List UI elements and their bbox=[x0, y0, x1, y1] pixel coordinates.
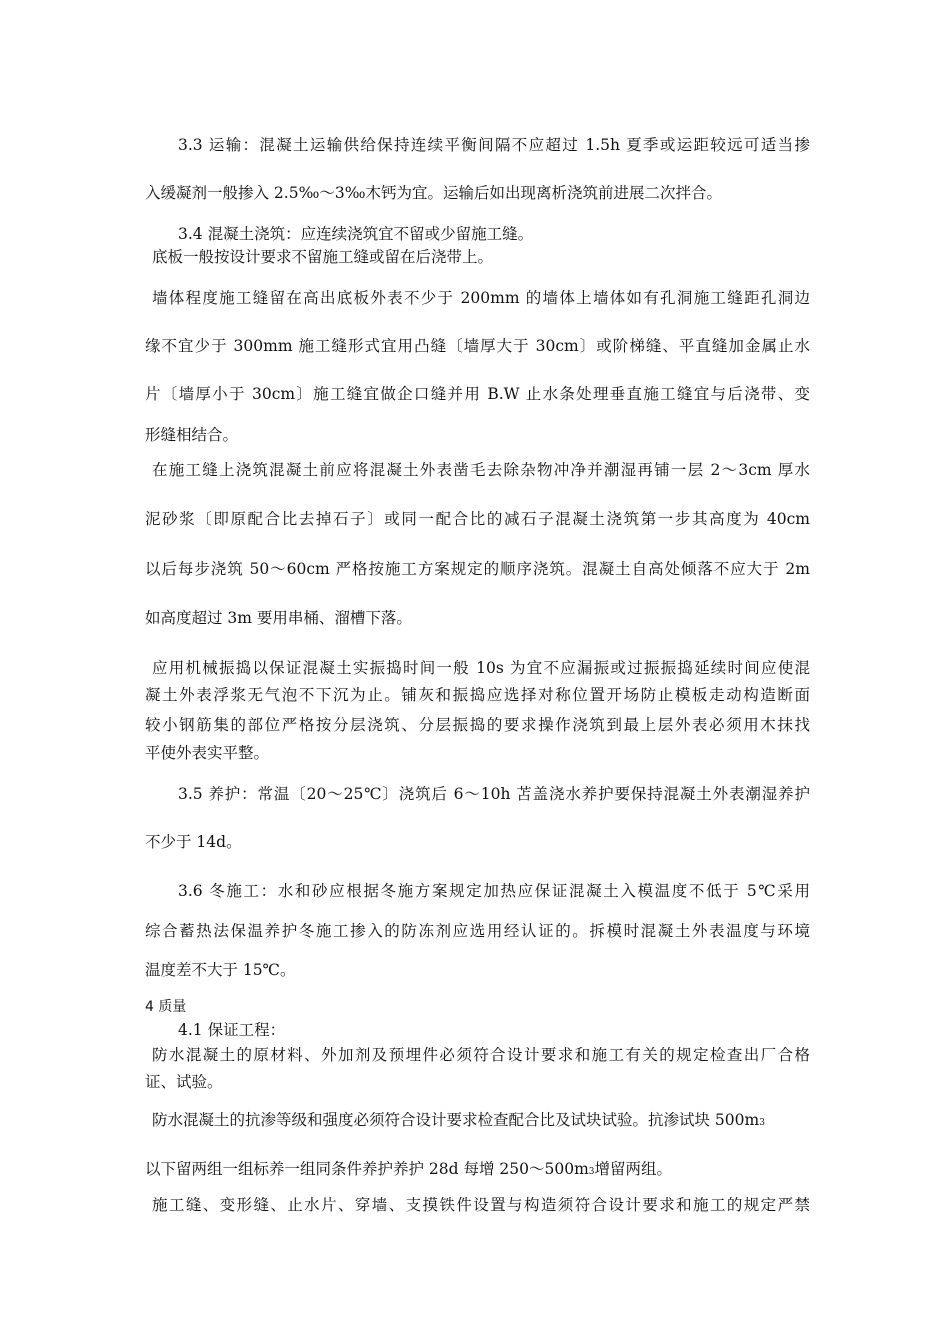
paragraph-joint-pour-line-1: 在施工缝上浇筑混凝土前应将混凝土外表凿毛去除杂物冲净并潮湿再铺一层 2～3cm 厚水 bbox=[152, 461, 810, 479]
paragraph-joint-pour-line-3: 以后每步浇筑 50～60cm 严格按施工方案规定的顺序浇筑。混凝土自高处倾落不应大于 2m bbox=[145, 560, 810, 578]
paragraph-joint-pour-line-2: 泥砂浆〔即原配合比去掉石子〕或同一配合比的减石子混凝土浇筑第一步其高度为 40cm bbox=[145, 510, 810, 528]
section-3-5-line-1: 3.5 养护：常温〔20～25℃〕浇筑后 6～10h 苫盖浇水养护要保持混凝土外表潮湿养护 bbox=[178, 785, 810, 803]
section-4-1-heading: 4.1 保证工程： bbox=[178, 1021, 286, 1039]
section-3-6-line-3: 温度差不大于 15℃。 bbox=[145, 961, 296, 979]
section-3-3-line-1: 3.3 运输：混凝土运输供给保持连续平衡间隔不应超过 1.5h 夏季或运距较远可适当掺 bbox=[178, 136, 810, 154]
paragraph-wall-joint-line-2: 缘不宜少于 300mm 施工缝形式宜用凸缝〔墙厚大于 30cm〕或阶梯缝、平直缝加金属止水 bbox=[145, 337, 810, 355]
paragraph-wall-joint-line-4: 形缝相结合。 bbox=[145, 426, 239, 444]
section-3-6-line-2: 综合蓄热法保温养护冬施工掺入的防冻剂应选用经认证的。拆模时混凝土外表温度与环境 bbox=[145, 922, 810, 940]
cubic-subscript: 3 bbox=[759, 1118, 765, 1128]
paragraph-vibration-line-2: 凝土外表浮浆无气泡不下沉为止。铺灰和振捣应选择对称位置开场防止模板走动构造断面 bbox=[145, 686, 810, 704]
paragraph-floor-slab: 底板一般按设计要求不留施工缝或留在后浇带上。 bbox=[152, 248, 494, 266]
paragraph-joints-line-1: 施工缝、变形缝、止水片、穿墙、支摸铁件设置与构造须符合设计要求和施工的规定严禁 bbox=[152, 1196, 810, 1214]
section-3-3-line-2: 入缓凝剂一般掺入 2.5‰～3‰木钙为宜。运输后如出现离析浇筑前进展二次拌合。 bbox=[145, 184, 723, 202]
paragraph-materials-line-2: 证、试验。 bbox=[145, 1073, 223, 1091]
paragraph-impermeability-line-1 bbox=[145, 1110, 810, 1133]
paragraph-vibration-line-3: 较小钢筋集的部位严格按分层浇筑、分层振捣的要求操作浇筑到最上层外表必须用木抹找 bbox=[145, 716, 810, 734]
impermeability-text-2a: 以下留两组一组标养一组同条件养护养护 28d 每增 250～500m bbox=[145, 1160, 589, 1178]
paragraph-wall-joint-line-1: 墙体程度施工缝留在高出底板外表不少于 200mm 的墙体上墙体如有孔洞施工缝距孔洞边 bbox=[152, 289, 810, 307]
paragraph-joint-pour-line-4: 如高度超过 3m 要用串桶、溜槽下落。 bbox=[145, 609, 412, 627]
paragraph-impermeability-line-2 bbox=[145, 1159, 810, 1182]
cubic-subscript: 3 bbox=[588, 1167, 595, 1177]
paragraph-materials-line-1: 防水混凝土的原材料、外加剂及预埋件必须符合设计要求和施工有关的规定检查出厂合格 bbox=[152, 1046, 810, 1064]
impermeability-text: 防水混凝土的抗渗等级和强度必须符合设计要求检查配合比及试块试验。抗渗试块 500m bbox=[152, 1111, 760, 1129]
section-4-heading: 4 质量 bbox=[145, 999, 187, 1015]
paragraph-vibration-line-1: 应用机械振捣以保证混凝土实振捣时间一般 10s 为宜不应漏振或过振振捣延续时间应使混 bbox=[152, 659, 810, 677]
section-3-4-heading: 3.4 混凝土浇筑：应连续浇筑宜不留或少留施工缝。 bbox=[178, 225, 534, 243]
impermeability-text-2b: 增留两组。 bbox=[594, 1160, 673, 1178]
section-3-5-line-2: 不少于 14d。 bbox=[145, 833, 242, 851]
paragraph-wall-joint-line-3: 片〔墙厚小于 30cm〕施工缝宜做企口缝并用 B.W 止水条处理垂直施工缝宜与后浇带、变 bbox=[145, 385, 810, 403]
section-3-6-line-1: 3.6 冬施工：水和砂应根据冬施方案规定加热应保证混凝土入模温度不低于 5℃采用 bbox=[178, 882, 810, 900]
paragraph-vibration-line-4: 平使外表实平整。 bbox=[145, 744, 270, 762]
